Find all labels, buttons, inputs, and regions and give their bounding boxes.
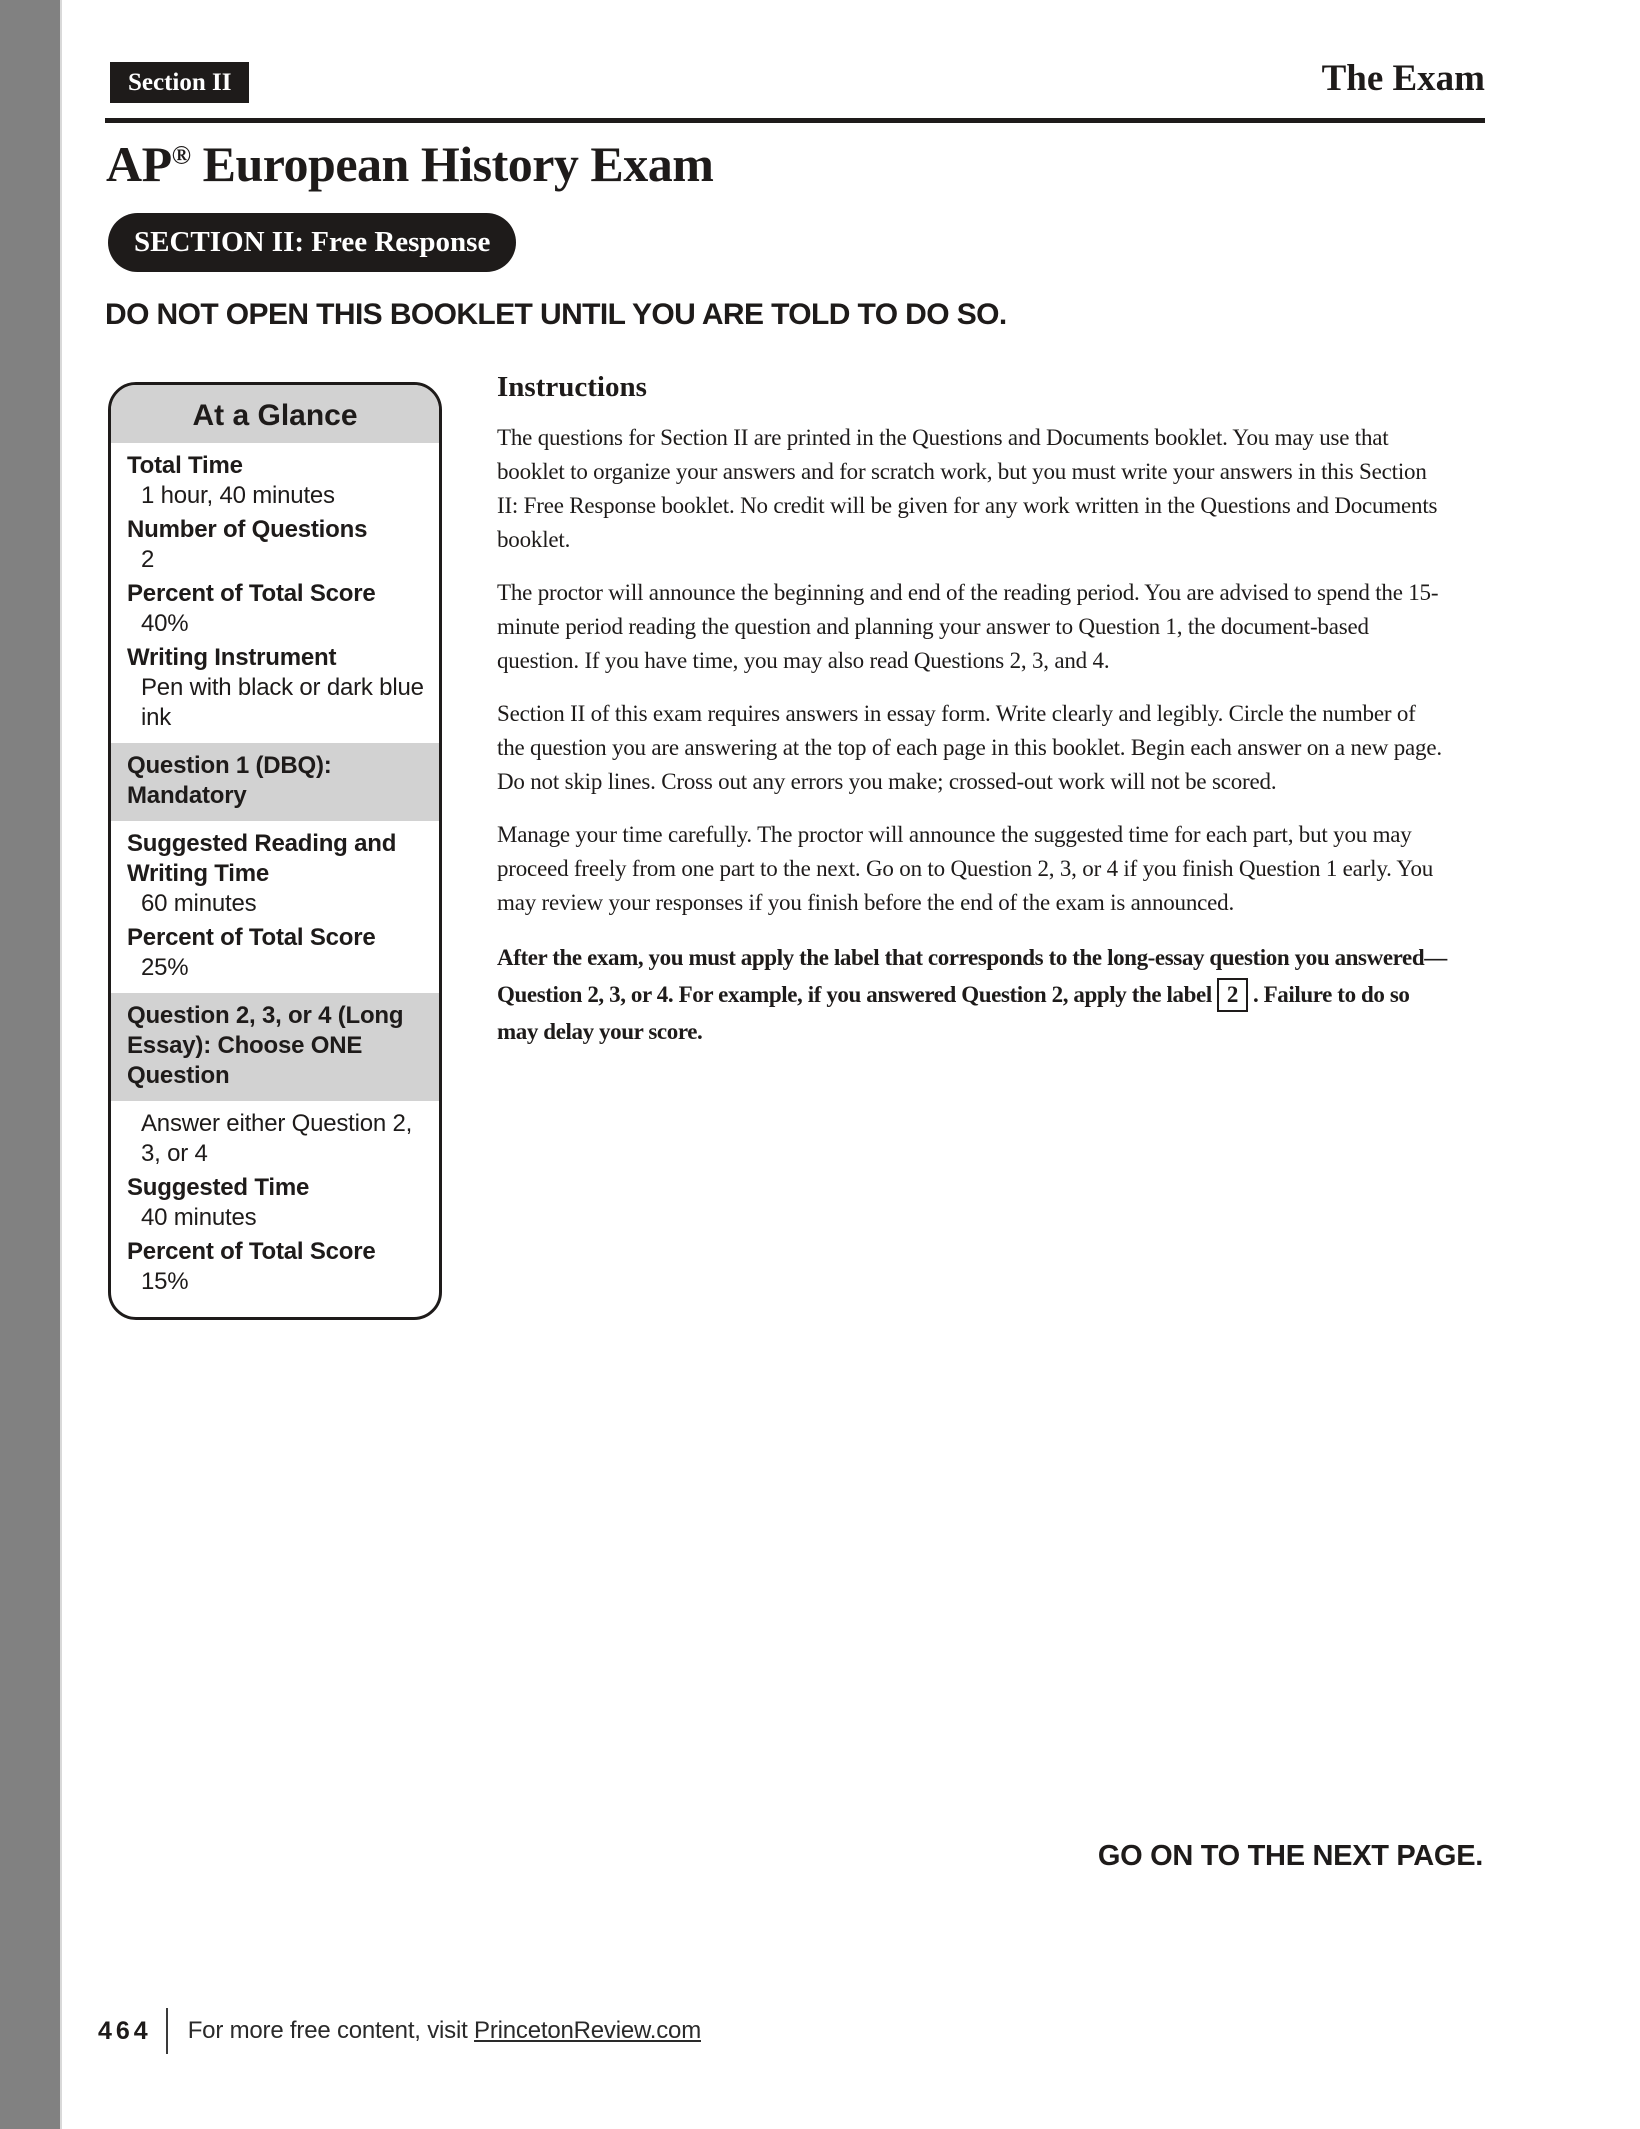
- glance-item-total-time: [111, 451, 439, 511]
- glance-item-value: 40%: [141, 610, 189, 637]
- glance-item-percent-total: [111, 579, 439, 639]
- glance-item-value: Pen with black or dark blue ink: [141, 674, 424, 731]
- glance-item-label: Percent of Total Score: [127, 580, 376, 607]
- glance-item-suggested-reading: [111, 829, 439, 919]
- chapter-title: The Exam: [1321, 58, 1485, 99]
- glance-band-question-1: Question 1 (DBQ): Mandatory: [111, 743, 439, 821]
- glance-item-label: Percent of Total Score: [127, 1238, 376, 1265]
- glance-item-value: 60 minutes: [141, 890, 257, 917]
- label-2-box: 2: [1217, 978, 1248, 1012]
- page-title: [106, 134, 713, 194]
- section-badge: Section II: [110, 62, 249, 103]
- footer-promo-text: For more free content, visit: [187, 2017, 475, 2044]
- glance-item-value: 15%: [141, 1268, 189, 1295]
- bold-paragraph-text: After the exam, you must apply the label that corresponds to the long-essay question you answered—Question 2, 3, or 4. For example, if you answered Question 2, apply the label: [497, 945, 1447, 1007]
- princeton-review-link[interactable]: PrincetonReview.com: [474, 2017, 701, 2044]
- glance-item-label: Suggested Reading and Writing Time: [127, 830, 397, 887]
- page-title-rest: European History Exam: [190, 136, 714, 192]
- glance-item-writing-instrument: [111, 643, 439, 733]
- glance-item-suggested-time: [111, 1173, 439, 1233]
- instructions-paragraph: The proctor will announce the beginning and end of the reading period. You are advised to spend the 15-minute period reading the question and planning your answer to Question 1, the document-based question. If you have time, you may also read Questions 2, 3, and 4.: [497, 580, 1439, 673]
- glance-item-label: Suggested Time: [127, 1174, 310, 1201]
- page-footer: [98, 2005, 701, 2057]
- page-edge-strip: [0, 0, 62, 2129]
- glance-item-percent-total-q1: [111, 923, 439, 983]
- at-a-glance-box: [108, 382, 442, 1320]
- page-number: 464: [98, 2016, 152, 2045]
- page-title-ap: AP: [106, 136, 172, 192]
- glance-item-label: Percent of Total Score: [127, 924, 376, 951]
- glance-item-percent-total-essay: [111, 1237, 439, 1297]
- instructions-paragraph: The questions for Section II are printed in the Questions and Documents booklet. You may use that booklet to organize your answers and for scratch work, but you must write your answers in this Section II: Free Response booklet. No credit will be given for any work written in the Questions and Documents booklet.: [497, 425, 1438, 552]
- glance-item-answer-either: [111, 1109, 439, 1169]
- glance-band-question-2-3-4: Question 2, 3, or 4 (Long Essay): Choose ONE Question: [111, 993, 439, 1101]
- glance-item-label: Number of Questions: [127, 516, 368, 543]
- warning-text: DO NOT OPEN THIS BOOKLET UNTIL YOU ARE TOLD TO DO SO.: [105, 298, 1007, 331]
- instructions-heading: Instructions: [497, 371, 647, 403]
- glance-item-label: Writing Instrument: [127, 644, 337, 671]
- section-pill: SECTION II: Free Response: [108, 213, 516, 272]
- instructions-paragraph: Section II of this exam requires answers in essay form. Write clearly and legibly. Circle the number of the question you are answering at the top of each page in this booklet. Begin each answer on a new page. Do not skip lines. Cross out any errors you make; crossed-out work will not be scored.: [497, 701, 1442, 794]
- instructions-bold-paragraph: [497, 939, 1447, 1050]
- bold-paragraph-text: . Failure to do so may delay your score.: [497, 982, 1410, 1044]
- footer-promo: [188, 2017, 701, 2045]
- footer-divider: [166, 2008, 168, 2054]
- instructions-section: [497, 372, 1447, 1050]
- glance-item-label: Total Time: [127, 452, 243, 479]
- at-a-glance-title: At a Glance: [111, 385, 439, 443]
- header-rule: [105, 118, 1485, 123]
- glance-item-value: 25%: [141, 954, 189, 981]
- instructions-paragraph: Manage your time carefully. The proctor will announce the suggested time for each part, but you may proceed freely from one part to the next. Go on to Question 2, 3, or 4 if you finish Question 1 early. You may review your responses if you finish before the end of the exam is announced.: [497, 822, 1434, 915]
- glance-item-value: Answer either Question 2, 3, or 4: [141, 1110, 413, 1167]
- glance-item-value: 1 hour, 40 minutes: [141, 482, 335, 509]
- glance-item-value: 2: [141, 546, 155, 573]
- go-on-next-page-text: GO ON TO THE NEXT PAGE.: [1097, 1840, 1483, 1872]
- registered-symbol: ®: [171, 140, 191, 170]
- glance-item-number-of-questions: [111, 515, 439, 575]
- glance-item-value: 40 minutes: [141, 1204, 257, 1231]
